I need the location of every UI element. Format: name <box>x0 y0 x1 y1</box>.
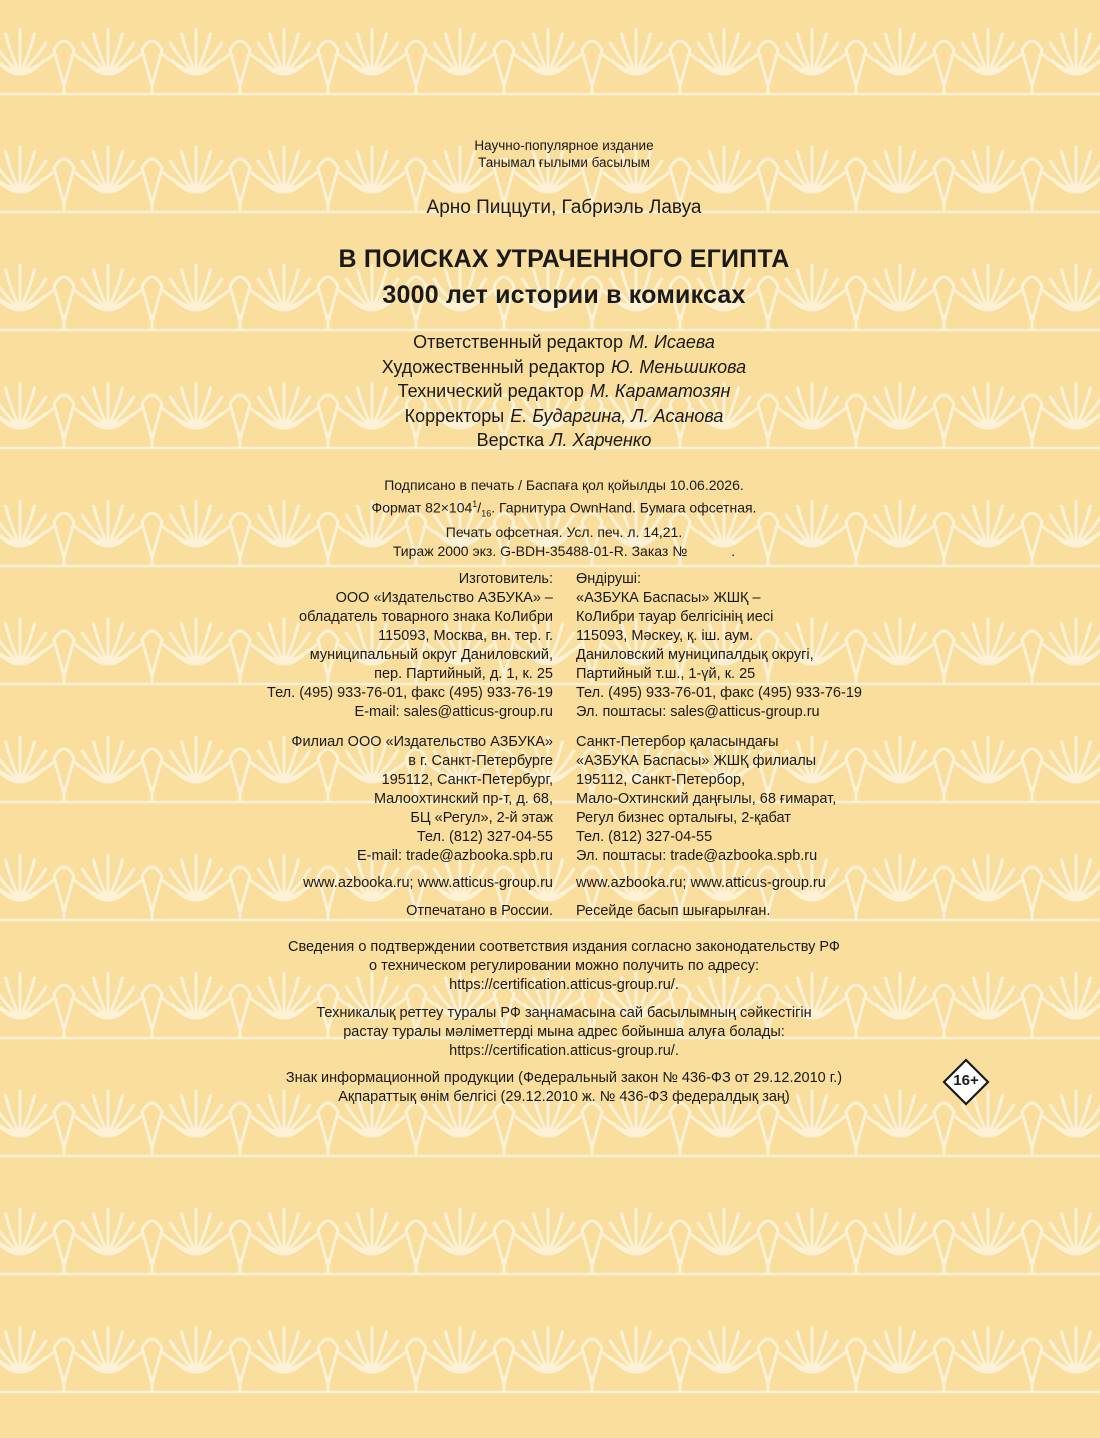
branch-ru <box>150 733 553 866</box>
manufacturer-ru-line: Изготовитель: <box>458 571 553 587</box>
branch-kz-line: 195112, Санкт-Петербор, <box>576 772 746 788</box>
format-slash: / <box>477 499 482 516</box>
format-line <box>0 495 1100 523</box>
manufacturer-ru-line: Тел. (495) 933-76-01, факс (495) 933-76-19 <box>267 685 553 701</box>
branch-kz-line: «АЗБУКА Баспасы» ЖШҚ филиалы <box>576 753 817 769</box>
credit-role: Ответственный редактор <box>413 332 623 352</box>
book-subtitle: 3000 лет истории в комиксах <box>382 281 746 309</box>
branch-kz-line: Тел. (812) 327-04-55 <box>576 829 713 845</box>
branch-kz-line: Санкт-Петербор қаласындағы <box>576 734 779 750</box>
authors: Арно Пиццути, Габриэль Лавуа <box>426 197 702 218</box>
certification-kz-line: Техникалық реттеу туралы РФ заңнамасына сай басылымның сәйкестігін <box>316 1005 812 1021</box>
credit-line <box>0 330 1100 355</box>
branch-ru-line: БЦ «Регул», 2-й этаж <box>410 810 553 826</box>
credit-name: М. Караматозян <box>589 381 731 401</box>
run-end: . <box>731 543 736 560</box>
printed-in-ru: Отпечатано в России. <box>406 903 553 919</box>
credit-role: Технический редактор <box>397 381 584 401</box>
book-title-main: В ПОИСКАХ УТРАЧЕННОГО ЕГИПТА <box>338 245 790 273</box>
manufacturer-kz-line: 115093, Мәскеу, қ. іш. аум. <box>576 628 754 644</box>
credit-name: М. Исаева <box>628 332 715 352</box>
age-rating-label: 16+ <box>953 1072 979 1089</box>
manufacturer-kz <box>576 570 1076 722</box>
format-rest: . Гарнитура OwnHand. Бумага офсетная. <box>491 499 757 516</box>
run-text: Тираж 2000 экз. G-BDH-35488-01-R. Заказ № <box>392 543 688 560</box>
manufacturer-ru-line: обладатель товарного знака КоЛибри <box>299 609 553 625</box>
info-mark-kz: Ақпараттық өнім белгісі (29.12.2010 ж. № 436-ФЗ федералдық заң) <box>338 1089 790 1105</box>
edition-kind-ru: Научно-популярное издание <box>474 138 654 153</box>
certification-kz <box>0 1004 1100 1061</box>
manufacturer-ru-line: муниципальный округ Даниловский, <box>309 647 553 663</box>
certification-kz-line: растау туралы мәліметтерді мына адрес бойынша алуға болады: <box>343 1024 785 1040</box>
certification-ru <box>0 938 1100 995</box>
certification-kz-link[interactable]: https://certification.atticus-group.ru/. <box>449 1043 679 1059</box>
credit-role: Художественный редактор <box>381 356 605 377</box>
branch-ru-line: 195112, Санкт-Петербург, <box>381 772 553 788</box>
info-mark <box>0 1069 1100 1107</box>
credit-role: Верстка <box>476 430 545 450</box>
format-sup: 1 <box>472 499 478 509</box>
websites-ru: www.azbooka.ru; www.atticus-group.ru <box>303 875 553 891</box>
credit-name: Ю. Меньшикова <box>610 356 747 377</box>
certification-ru-line: о техническом регулировании можно получить по адресу: <box>369 958 759 974</box>
branch-ru-line: Филиал ООО «Издательство АЗБУКА» <box>291 734 553 750</box>
credit-name: Л. Харченко <box>550 430 652 450</box>
manufacturer-kz-line: Эл. поштасы: sales@atticus-group.ru <box>576 704 820 720</box>
edition-kind <box>0 137 1100 171</box>
column-ru <box>150 570 553 921</box>
format-text: Формат 82×104 <box>371 499 473 516</box>
manufacturer-kz-line: «АЗБУКА Баспасы» ЖШҚ – <box>576 590 761 606</box>
credit-name: Е. Бударгина, Л. Асанова <box>510 405 724 426</box>
manufacturer-ru-line: пер. Партийный, д. 1, к. 25 <box>374 666 553 682</box>
printed-in-kz: Ресейде басып шығарылған. <box>576 903 771 919</box>
credit-line <box>0 355 1100 380</box>
manufacturer-kz-line: Партийный т.ш., 1-үй, к. 25 <box>576 666 756 682</box>
credit-line <box>0 428 1100 453</box>
book-title <box>0 241 1100 313</box>
edition-kind-kz: Танымал ғылыми басылым <box>478 155 650 170</box>
print-line: Печать офсетная. Усл. печ. л. 14,21. <box>445 524 683 541</box>
manufacturer-ru <box>150 570 553 722</box>
certification-ru-link[interactable]: https://certification.atticus-group.ru/. <box>449 977 679 993</box>
branch-ru-line: Малоохтинский пр-т, д. 68, <box>373 791 553 807</box>
branch-ru-line: в г. Санкт-Петербурге <box>408 753 553 769</box>
branch-kz-line: Мало-Охтинский даңғылы, 68 ғимарат, <box>576 791 837 807</box>
print-info <box>0 476 1100 561</box>
column-kz <box>576 570 1076 921</box>
credits <box>0 330 1100 453</box>
branch-ru-line: E-mail: trade@azbooka.spb.ru <box>356 848 553 864</box>
manufacturer-kz-line: КоЛибри тауар белгісінің иесі <box>576 609 774 625</box>
credit-line <box>0 404 1100 429</box>
manufacturer-kz-line: Өндіруші: <box>576 571 642 587</box>
branch-kz-line: Эл. поштасы: trade@azbooka.spb.ru <box>576 848 818 864</box>
branch-ru-line: Тел. (812) 327-04-55 <box>416 829 553 845</box>
certification-ru-line: Сведения о подтверждении соответствия издания согласно законодательству РФ <box>288 939 840 955</box>
credit-role: Корректоры <box>404 405 505 426</box>
format-sub: 16 <box>481 508 492 519</box>
credit-line <box>0 379 1100 404</box>
manufacturer-ru-line: E-mail: sales@atticus-group.ru <box>354 704 553 720</box>
run-line <box>0 542 1100 561</box>
websites-kz: www.azbooka.ru; www.atticus-group.ru <box>576 875 826 891</box>
manufacturer-kz-line: Тел. (495) 933-76-01, факс (495) 933-76-19 <box>576 685 862 701</box>
info-mark-ru: Знак информационной продукции (Федеральный закон № 436-ФЗ от 29.12.2010 г.) <box>285 1070 843 1086</box>
manufacturer-ru-line: ООО «Издательство АЗБУКА» – <box>335 590 553 606</box>
branch-kz-line: Регул бизнес орталығы, 2-қабат <box>576 810 791 826</box>
branch-kz <box>576 733 1076 866</box>
manufacturer-kz-line: Даниловский муниципалдық округі, <box>576 647 814 663</box>
manufacturer-ru-line: 115093, Москва, вн. тер. г. <box>378 628 553 644</box>
signed-line: Подписано в печать / Баспаға қол қойылды 10.06.2026. <box>384 477 744 493</box>
